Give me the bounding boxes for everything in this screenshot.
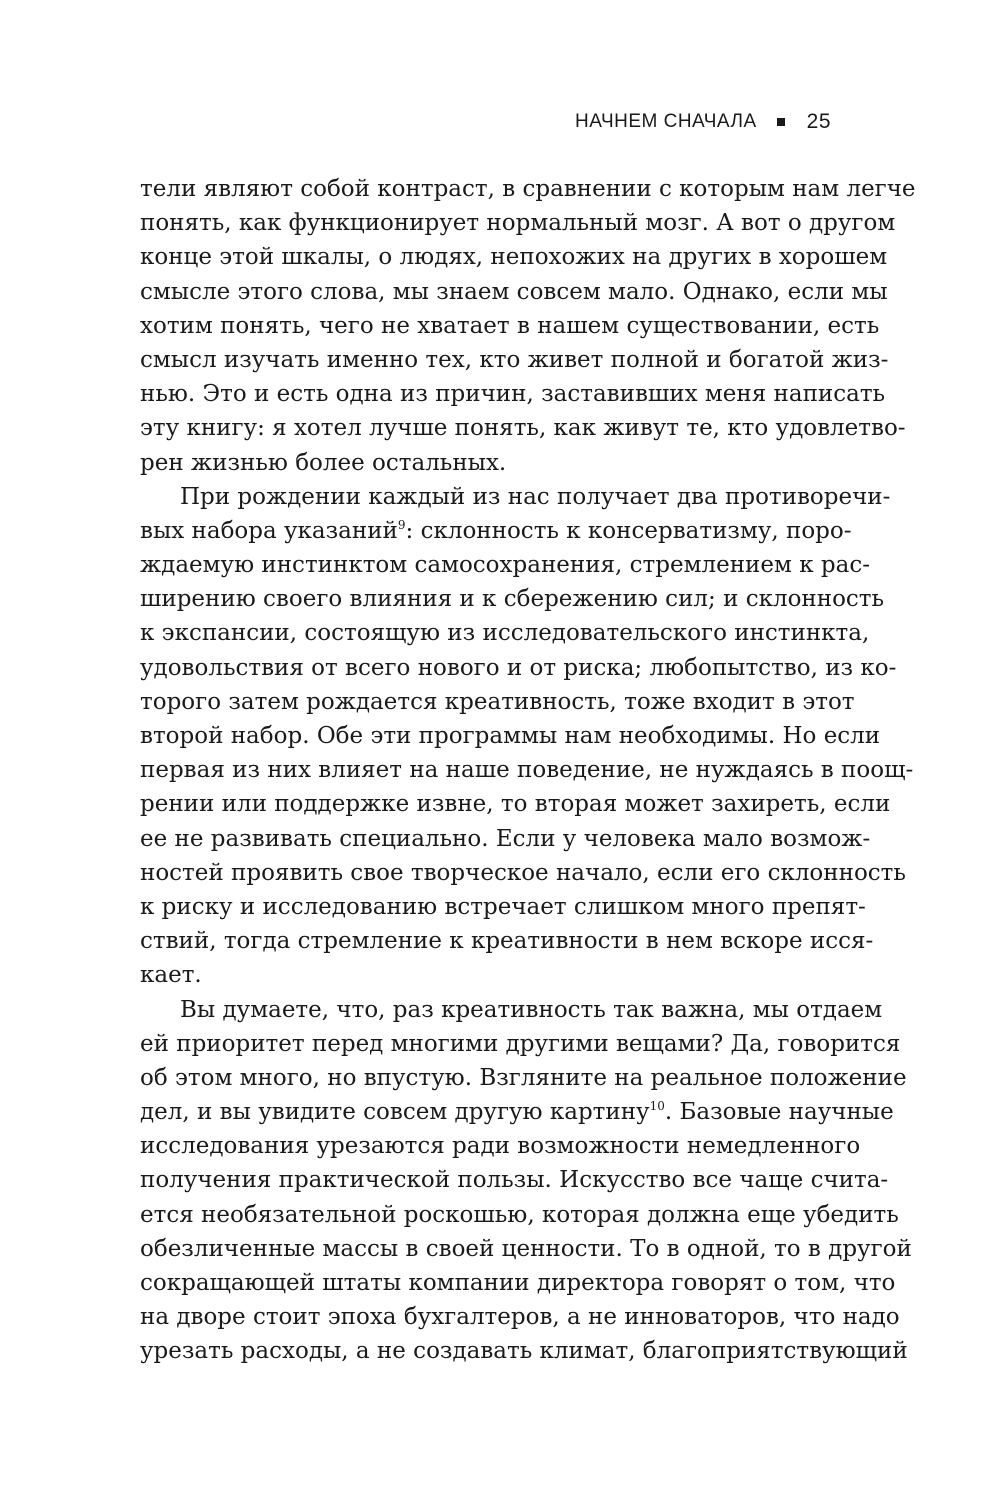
line-text: ностей проявить свое творческое начало, если его склонность	[140, 859, 906, 886]
line-text: ется необязательной роскошью, которая должна еще убедить	[140, 1201, 899, 1228]
text-line	[140, 582, 885, 616]
text-line	[140, 1300, 900, 1334]
text-line	[140, 275, 888, 309]
text-line	[140, 411, 906, 445]
text-line	[140, 958, 828, 992]
text-line	[140, 1061, 907, 1095]
text-line	[140, 616, 870, 650]
line-text: первая из них влияет на наше поведение, не нуждаясь в поощ-	[140, 757, 914, 784]
text-line	[140, 1198, 899, 1232]
page-number: 25	[806, 110, 831, 133]
line-text: удовольствия от всего нового и от риска; любопытство, из ко-	[140, 654, 897, 681]
line-text: Вы думаете, что, раз креативность так важна, мы отдаем	[180, 996, 883, 1023]
text-line	[140, 1232, 912, 1266]
text-line	[140, 890, 866, 924]
line-text: сокращающей штаты компании директора говорят о том, что	[140, 1270, 896, 1296]
line-text: нью. Это и есть одна из причин, заставивших меня написать	[140, 381, 886, 408]
text-line	[140, 651, 897, 685]
line-text: ждаемую инстинктом самосохранения, стремлением к рас-	[140, 552, 870, 579]
text-line	[140, 446, 828, 480]
text-line	[140, 480, 891, 514]
text-line	[140, 856, 906, 890]
line-text: конце этой шкалы, о людях, непохожих на других в хорошем	[140, 244, 888, 271]
text-line	[140, 1129, 861, 1163]
text-line	[140, 548, 870, 582]
line-text: исследования урезаются ради возможности немедленного	[140, 1133, 861, 1160]
line-text: второй набор. Обе эти программы нам необходимы. Но если	[140, 723, 881, 749]
text-line	[140, 1095, 894, 1129]
line-text: торого затем рождается креативность, тоже входит в этот	[140, 688, 855, 715]
text-line	[140, 822, 871, 856]
text-line	[140, 1266, 896, 1300]
line-text: урезать расходы, а не создавать климат, благоприятствующий	[140, 1338, 908, 1365]
line-text: ей приоритет перед многими другими вещами? Да, говорится	[140, 1030, 901, 1057]
line-text: смысл изучать именно тех, кто живет полной и богатой жиз-	[140, 346, 889, 373]
text-line	[140, 1334, 908, 1368]
footnote-ref[interactable]: 10	[649, 1099, 665, 1114]
line-text: хотим понять, чего не хватает в нашем существовании, есть	[140, 312, 880, 339]
separator-square-icon	[777, 118, 785, 126]
footnote-ref[interactable]: 9	[397, 517, 406, 532]
running-title: НАЧНЕМ СНАЧАЛА	[575, 111, 757, 132]
line-text: тели являют собой контраст, в сравнении с которым нам легче	[140, 176, 916, 202]
line-text: эту книгу: я хотел лучше понять, как живут те, кто удовлетво-	[140, 415, 906, 442]
text-line	[140, 787, 891, 821]
paragraph	[140, 993, 912, 1369]
paragraph	[140, 480, 914, 993]
line-text: ствий, тогда стремление к креативности в нем вскоре исся-	[140, 928, 874, 955]
text-line	[140, 924, 874, 958]
text-line	[140, 514, 852, 548]
text-line	[140, 377, 886, 411]
text-line	[140, 685, 855, 719]
body-text	[140, 172, 916, 1369]
line-text-after: : склонность к консерватизму, поро-	[405, 517, 852, 544]
line-text-after: . Базовые научные	[664, 1099, 894, 1126]
line-text: дел, и вы увидите совсем другую картину	[140, 1099, 650, 1126]
line-text: смысле этого слова, мы знаем совсем мало. Однако, если мы	[140, 278, 888, 305]
line-text: ширению своего влияния и к сбережению сил; и склонность	[140, 586, 885, 613]
line-text: к экспансии, состоящую из исследовательского инстинкта,	[140, 620, 870, 647]
text-line	[140, 993, 883, 1027]
text-line	[140, 172, 916, 206]
line-text: вых набора указаний	[140, 517, 398, 544]
text-line	[140, 206, 896, 240]
text-line	[140, 753, 914, 787]
line-text: обезличенные массы в своей ценности. То в одной, то в другой	[140, 1235, 912, 1262]
line-text: получения практической пользы. Искусство все чаще счита-	[140, 1167, 889, 1194]
line-text: ее не развивать специально. Если у человека мало возмож-	[140, 825, 871, 852]
text-line	[140, 343, 889, 377]
text-line	[140, 309, 880, 343]
line-text: При рождении каждый из нас получает два противоречи-	[180, 483, 891, 510]
line-text: рен жизнью более остальных.	[140, 449, 507, 476]
line-text: об этом много, но впустую. Взгляните на реальное положение	[140, 1064, 907, 1091]
text-line	[140, 240, 888, 274]
text-line	[140, 1027, 901, 1061]
line-text: рении или поддержке извне, то вторая может захиреть, если	[140, 791, 891, 818]
text-line	[140, 719, 881, 753]
line-text: понять, как функционирует нормальный мозг. А вот о другом	[140, 210, 896, 237]
running-head	[575, 110, 831, 134]
line-text: кает.	[140, 962, 202, 989]
line-text: на дворе стоит эпоха бухгалтеров, а не инноваторов, что надо	[140, 1304, 900, 1331]
line-text: к риску и исследованию встречает слишком много препят-	[140, 893, 866, 920]
text-line	[140, 1163, 889, 1197]
paragraph	[140, 172, 916, 480]
